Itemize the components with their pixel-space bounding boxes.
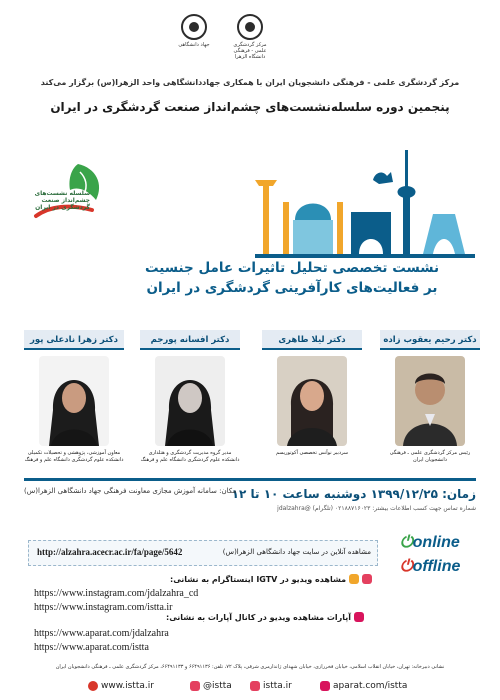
footer-aparat[interactable]: aparat.com/istta xyxy=(320,678,407,694)
speaker-name: دکتر زهرا نادعلی پور xyxy=(24,330,124,350)
logo-caption: جهاد دانشگاهی xyxy=(178,42,210,48)
acecr-alzahra-logo xyxy=(228,14,272,60)
seal-icon xyxy=(237,14,263,40)
session-title-line2: بر فعالیت‌های کارآفرینی گردشگری در ایران xyxy=(146,280,438,296)
event-contact: شماره تماس جهت کسب اطلاعات بیشتر: ۰۲۱۸۸۷۱۶۰۲۳ (تلگرام) @jdalzahra xyxy=(277,505,476,512)
speaker-name: دکتر لیلا طاهری xyxy=(262,330,362,350)
speaker-photo xyxy=(395,356,465,446)
speaker-role: مدیر گروه مدیریت گردشگری و هتلداری دانشکده علوم گردشگری دانشگاه علم و فرهنگ xyxy=(140,450,240,463)
speaker-name: دکتر افسانه پورجم xyxy=(140,330,240,350)
footer-instagram[interactable]: @istta xyxy=(190,678,232,694)
series-title: پنجمین دوره سلسله‌نشست‌های چشم‌انداز صنعت گردشگری در ایران xyxy=(50,100,450,114)
instagram-link[interactable]: https://www.instagram.com/jdalzahra_cd xyxy=(34,588,199,599)
speaker-role: رئیس مرکز گردشگری علمی ـ فرهنگی دانشجویان ایران xyxy=(389,450,471,463)
landmarks-illustration xyxy=(255,150,475,260)
series-logo xyxy=(30,160,110,230)
aparat-label: آپارات مشاهده ویدیو در کانال آپارات به نشانی: xyxy=(166,612,351,622)
logo-caption: مرکز گردشگری علمی - فرهنگی دانشگاه الزهرا xyxy=(233,42,267,60)
igtv-icon xyxy=(349,574,359,584)
speaker-photo xyxy=(277,356,347,446)
instagram-icon xyxy=(250,681,260,691)
aparat-heading xyxy=(166,612,364,622)
seal-icon xyxy=(181,14,207,40)
speaker-role: سردبیر نوآنس تخصصی آکوتوریسم xyxy=(275,450,349,456)
aparat-link[interactable]: https://www.aparat.com/jdalzahra xyxy=(34,628,169,639)
footer-instagram-2[interactable]: istta.ir xyxy=(250,678,292,694)
series-logo-text: سلسله نشست‌های چشم‌انداز صنعت گردشگری در ایران xyxy=(34,190,90,211)
online-box xyxy=(28,540,378,566)
igtv-heading xyxy=(170,574,372,584)
footer-site[interactable]: www.istta.ir xyxy=(88,678,154,694)
instagram-link[interactable]: https://www.instagram.com/istta.ir xyxy=(34,602,173,613)
online-label: مشاهده آنلاین در سایت جهاد دانشگاهی الزهرا(س) xyxy=(222,548,371,556)
instagram-icon xyxy=(362,574,372,584)
online-link[interactable]: http://alzahra.acecr.ac.ir/fa/page/5642 xyxy=(37,547,183,557)
event-datetime: زمان: ۱۳۹۹/۱۲/۲۵ دوشنبه ساعت ۱۰ تا ۱۲ xyxy=(231,487,476,501)
session-title-line1: نشست تخصصی تحلیل تاثیرات عامل جنسیت xyxy=(144,260,440,276)
event-info xyxy=(24,478,476,518)
aparat-link[interactable]: https://www.aparat.com/istta xyxy=(34,642,149,653)
instagram-icon xyxy=(190,681,200,691)
organizer-line: مرکز گردشگری علمی - فرهنگی دانشجویان ایران با همکاری جهاددانشگاهی واحد الزهرا(س) برگزار می‌کند xyxy=(40,78,460,87)
globe-icon xyxy=(88,681,98,691)
aparat-icon xyxy=(320,681,330,691)
aparat-icon xyxy=(354,612,364,622)
event-venue: مکان: سامانه آموزش مجازی معاونت فرهنگی جهاد دانشگاهی الزهرا(س) xyxy=(24,487,237,495)
offline-badge: ⏻offline xyxy=(400,558,461,575)
speaker-role: معاون آموزشی، پژوهشی و تحصیلات تکمیلی دانشکده علوم گردشگری دانشگاه علم و فرهنگ xyxy=(24,450,124,463)
acecr-logo xyxy=(172,14,216,48)
power-icon: ⏻ xyxy=(400,558,413,575)
power-icon: ⏻ xyxy=(400,534,413,551)
speaker-name: دکتر رحیم یعقوب زاده xyxy=(380,330,480,350)
igtv-label: مشاهده ویدیو در IGTV اینستاگرام به نشانی: xyxy=(170,574,347,584)
speaker-photo xyxy=(39,356,109,446)
speaker-photo xyxy=(155,356,225,446)
online-badge: ⏻online xyxy=(400,534,460,551)
footer-address: نشانی دبیرخانه: تهران، خیابان انقلاب اسلامی، خیابان فخررازی، خیابان شهدای ژاندارمری شرقی، پلاک ۷۲، تلفن: ۶۶۴۹۱۱۳۶ و ۶۶۴۹۱۱۳۳، مرکز گردشگری علمی ـ فرهنگی دانشجویان ایران xyxy=(55,664,445,670)
